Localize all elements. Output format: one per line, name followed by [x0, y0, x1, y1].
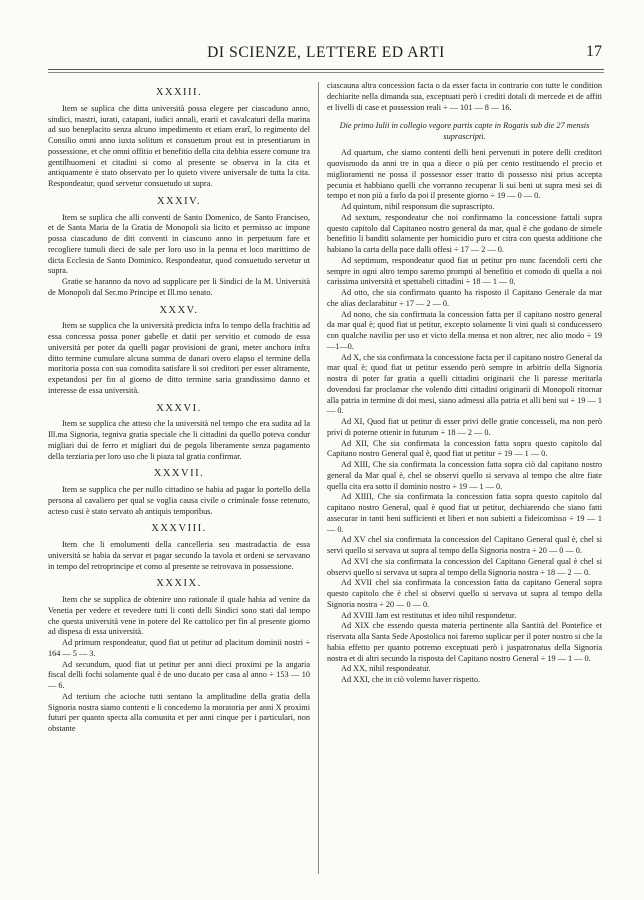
- paragraph: Ad otto, che sia confirmato quanto ha risposto il Capitano Generale da mar che alias declarabitur ÷ 17 — 2 — 0.: [327, 288, 602, 308]
- paragraph: Ad XVIII Jam est restitutus et ideo nihil respondetur.: [341, 610, 517, 620]
- page-number: 17: [586, 43, 602, 60]
- paragraph: Ad quintum, nihil responsum die suprascripto.: [341, 202, 495, 211]
- paragraph: Ad primum respondeatur, quod fiat ut petitur ad placitum dominii nostri ÷ 164 — 5 — 3.: [48, 638, 310, 658]
- paragraph: Gratie se haranno da novo ad supplicare per li Sindici de la M. Università de Monopoli dal Ser.mo Principe et Ill.mo senato.: [48, 277, 310, 297]
- paragraph: Ad XX, nihil respondeatur.: [341, 664, 431, 674]
- paragraph: Ad secundum, quod fiat ut petitur per anni dieci proximi pe la angaria fiscal delli fochi solamente qual è de uno ducato per casa al anno ÷ 153 — 10 — 6.: [48, 659, 310, 690]
- paragraph: Ad nono, che sia confirmata la concession fatta per il capitano nostro general da mar qual è; quod fiat ut petitur, excepto solamente li vini quali si conducessero con qualche navilio per uso et victo della mensa et non altrer, nec alio modo ÷ 19—1—0.: [327, 309, 602, 351]
- paragraph: Ad XIX che essendo questa materia pertinente alla Santità del Pontefice et riservata alla Santa Sede Apostolica noi faremo suplicar per il poter nostro si che la habia effetto per quanto potremo exceptuati però i juspatronatus della Signoria nostra et di altri secundo la risposta del Capitano nostro General ÷ 19 — 1 — 0.: [327, 621, 602, 663]
- paragraph: Item che se supplica de obtenire uno rationale il quale habia ad venire da Venetia per vedere et revedere tutti li conti delli Sindici sono stati dal tempo che questa università vene in potere del Re cattolico per fin al presente giorno ad dispesa di essa università.: [48, 595, 310, 637]
- paragraph: Item se suplica che alli conventi de Santo Domenico, de Santo Franciseo, et de Santa Maria de la Gratia de Monopoli sia licito et permisso ac impune possa ciascaduno de diti conventi in ciascuno anno in perpetuum fare et recogliere tumuli dieci de sale per loro uso in la penna et loco marittimo de dicta Ecclesia de Santo Dominico. Respondeatur, quod consuetudo servetur ut supra.: [48, 212, 310, 276]
- paragraph: Ad XIIII, Che sia confirmata la concession fatta sopra questo capitolo dal capitano nostro General, qual è quod fiat ut petitur, dechiarendo che siano fatti assecurar in tanti beni sufficienti et liberi et non subietti a fideicomisso ÷ 19 — 1 — 0.: [327, 492, 602, 534]
- paragraph: Ad tertium che acioche tutti sentano la amplitudine della gratia della Signoria nostra siamo contenti e li concedemo la moratoria per anni X proximi futuri per quanto specta alla comunita et per anni cinque per i particulari, non obstante: [48, 691, 310, 733]
- decree-caption: Die primo Iulii in collegio vegore partis capte in Rogatis sub die 27 mensis suprascripti.: [339, 121, 590, 142]
- paragraph: Ad XVII chel sia confirmata la concession fatta da capitano General sopra questo capitolo che è chel si observi quello si servava ut supra al tempo della Signoria nostra ÷ 20 — 0 — 0.: [327, 578, 602, 609]
- paragraph: Item se supplica che atteso che la università nel tempo che era sudita ad la Ill.ma Signoria, tegniva gratia speciale che li cittadini da quello poteva condur migliari duì de ferro et migliari dui de pegola liberamente senza pagamento della terziaria per loro uso che li piaza tal gratia confirmar.: [48, 419, 310, 461]
- section-heading: XXXIII.: [155, 87, 203, 98]
- paragraph: Item se supplica che la università predicta infra lo tempo della frachitia ad essa concessa possa poner gabelle et datii per servitio et comodo de essa università per poter da quelli pagar provisioni de grani, meter anchora infra ditto termine cumulare alcuna summa de danari overo elapso el termine della moritoria possa con sua comodita satisfare li soi creditori per esser altramente, expetandosi per fin al giorno de ditto termine saria grandissimo danno et interesse de essa università.: [48, 321, 310, 395]
- paragraph: Ad quartum, che siamo contenti delli beni pervenuti in potere delli creditori quovismodo da anni tre in qua a diece o più per cento restituendo el precio et miglioramenti ne possa il possessor esser tratto di possesso nisi prius accepta pecunia et habbiano quelli che vorranno recuperar li sui beni ut supra mesi sei di tempo et non più a farlo da poi il presente giorno ÷ 19 — 0 — 0.: [327, 148, 602, 201]
- continued-paragraph: ciascauna altra concession facta o da esser facta in contrario con tutte le condition dechiarite nella dimanda sua, exceptuati però i crediti dotali di mercede et de affiti et livelli di case et possession reali ÷ — 101 — 8 — 16.: [327, 81, 602, 112]
- left-column: [48, 81, 310, 735]
- section-heading: XXXVIII.: [151, 523, 207, 535]
- paragraph: Ad XVI che sia confirmata la concession del Capitano General qual è chel si observi quello si servava ut supra al tempo della Signoria nostra ÷ 18 — 2 — 0.: [327, 556, 602, 577]
- paragraph: Ad XIII, Che sia confirmata la concession fatta sopra ciò dal capitano nostro general da Mar qual è, chel se observi quello si servava al tempo che altre fiate quella cita era sotto il dominio nostro ÷ 19 — 1 — 0.: [327, 460, 602, 491]
- paragraph: Ad XII, Che sia confirmata la concession fatta sopra questo capitolo dal Capitano nostro General qual è, quod fiat ut petitur ÷ 19 — 1 — 0.: [327, 438, 602, 459]
- paragraph: Ad X, che sia confirmata la concessione facta per il capitano nostro General da mar qual è; quod fiat ut petitur essendo però sempre in arbitrio della Signoria nostra di poter far gratia a quelli cittadini originarii che li paresse meritarla dovendosi far proclamar che volendo ditti cittadini originarii di Monopoli ritornar alla patria in termine di doi mesi, siano admessi alla patria et alli beni sui ÷ 19 — 1 — 0.: [327, 352, 602, 416]
- paragraph: Ad septimum, respondeatur quod fiat ut petitur pro nunc facendoli certi che sempre in ogni altro tempo saremo prompti al benefitio et comodo di quella a noi carissima università et spettabeli cittadini ÷ 18 — 1 — 0.: [327, 255, 602, 287]
- paragraph: Ad sextum, respondeatur che noi confirmamo la concessione fattali supra questo capitolo dal Capitaneo nostro general da mar, qual è che godano de simele benefitio li banditi solamente per homicidio puro et citra con questa additione che habiano la carta della pace dalli offesi ÷ 17 — 2 — 0.: [327, 212, 602, 254]
- section-heading: XXXIV.: [156, 195, 202, 207]
- paragraph: Ad XV chel sia confirmata la concession del Capitano General qual è, chel si servi quello si servava ut supra al tempo della Signoria nostra ÷ 20 — 0 — 0.: [327, 535, 602, 555]
- running-title: DI SCIENZE, LETTERE ED ARTI: [207, 44, 445, 61]
- paragraph: Item se suplica che ditta università possa elegere per ciascaduno anno, sindici, mastri, iurati, catapani, iudici annali, erarii et cavalcaturi della marina ad suo beneplacito senza alcuno impedimento et etiam erarî, lo regimento del Consilio omni anno iuxta solitum et consuetum prout est in presentiarum in possessione, et che omni offitio et benefitio della cita debbia essere comune tra gentilhuomeni et citadini si como al presente se observa in la cita et antiquamente è stato observato per lo quieto vivere universale de tutta la cita. Respondeatur, quod servetur consuetudo ut supra.: [48, 103, 310, 188]
- section-heading: XXXVII.: [153, 468, 205, 480]
- paragraph: Ad XI, Quod fiat ut petitur di esser privi delle gratie concesseli, ma non però privi di poterne ottenir in futurum ÷ 18 — 2 — 0.: [327, 417, 602, 437]
- section-heading: XXXIX.: [156, 578, 202, 590]
- column-divider: [318, 82, 319, 874]
- header-rule-double: [48, 72, 604, 73]
- right-column: [327, 81, 602, 686]
- section-heading: XXXVI.: [156, 402, 202, 414]
- header-rule: [48, 69, 604, 70]
- running-header: [48, 44, 604, 64]
- section-heading: XXXV.: [159, 304, 199, 316]
- paragraph: Item se supplica che per nullo cittadino se habia ad pagar lo portello della persona al cavaliero per qual se voglia causa civile o criminale fosse retenuto, acteso cusi è stato servato ab antiquis temporibus.: [48, 485, 310, 516]
- paragraph: Ad XXI, che in ciò volemo haver rispetto.: [341, 675, 481, 684]
- paragraph: Item che li emolumenti della cancelleria seu mastradactia de essa università se habia da servar et pagar secundo la tavola et ordeni se servavano in tempo del retroprincipe et como al presente se retrovava in possessione.: [48, 540, 310, 571]
